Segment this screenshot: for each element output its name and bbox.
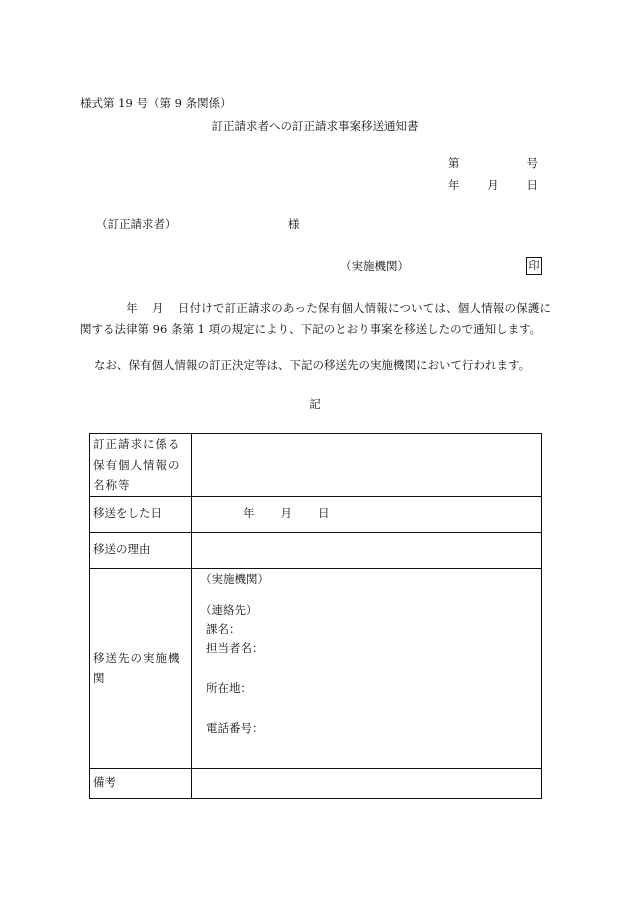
table-row: [90, 568, 542, 768]
remarks-value: [192, 768, 542, 798]
table-row: [90, 768, 542, 798]
supplement-paragraph: なお、保有個人情報の訂正決定等は、下記の移送先の実施機関において行われます。: [94, 358, 531, 372]
document-number-prefix: 第: [448, 156, 460, 170]
issue-month: 月: [487, 178, 499, 192]
document-title: 訂正請求者への訂正請求事案移送通知書: [211, 119, 419, 133]
destination-header: 移送先の実施機関: [90, 568, 192, 768]
issue-date-line: [448, 180, 538, 192]
transfer-reason-header: 移送の理由: [90, 532, 192, 568]
addressee-honorific: 様: [288, 217, 300, 231]
notice-text: 日付けで訂正請求のあった保有個人情報については、個人情報の保護に関する法律第 96 条第 1 項の規定により、下記のとおり事案を移送したので通知します。: [80, 301, 552, 336]
notice-paragraph: [80, 298, 551, 340]
transfer-date-value: [192, 496, 542, 532]
destination-person-label: 担当者名：: [206, 641, 264, 655]
transfer-year: 年: [243, 506, 255, 521]
subject-header: 訂正請求に係る保有個人情報の名称等: [90, 434, 192, 497]
destination-value: [192, 568, 542, 768]
document-number-line: [448, 158, 538, 170]
notice-month: 月: [151, 301, 164, 315]
form-number: 様式第 19 号（第 9 条関係）: [80, 96, 232, 110]
destination-address-label: 所在地：: [206, 680, 252, 695]
transfer-reason-value: [192, 532, 542, 568]
sender-agency-label: （実施機関）: [340, 259, 409, 273]
transfer-date-header: 移送をした日: [90, 496, 192, 532]
destination-section-label: 課名：: [206, 621, 241, 636]
table-row: [90, 532, 542, 568]
subject-value: [192, 434, 542, 497]
issue-day: 日: [526, 178, 538, 192]
destination-agency-label: （実施機関）: [200, 571, 269, 586]
seal-mark: 印: [526, 257, 542, 275]
table-row: [90, 434, 542, 497]
table-row: [90, 496, 542, 532]
transfer-record-table: [89, 433, 542, 799]
issue-year: 年: [448, 178, 460, 192]
notice-year: 年: [126, 301, 138, 315]
remarks-header: 備考: [90, 768, 192, 798]
document-number-suffix: 号: [526, 156, 538, 170]
ki-heading: 記: [309, 397, 321, 411]
destination-contact-label: （連絡先）: [200, 603, 258, 617]
transfer-month: 月: [280, 506, 292, 521]
destination-phone-label: 電話番号：: [206, 721, 264, 735]
addressee-label: （訂正請求者）: [96, 217, 177, 231]
transfer-day: 日: [318, 506, 330, 521]
